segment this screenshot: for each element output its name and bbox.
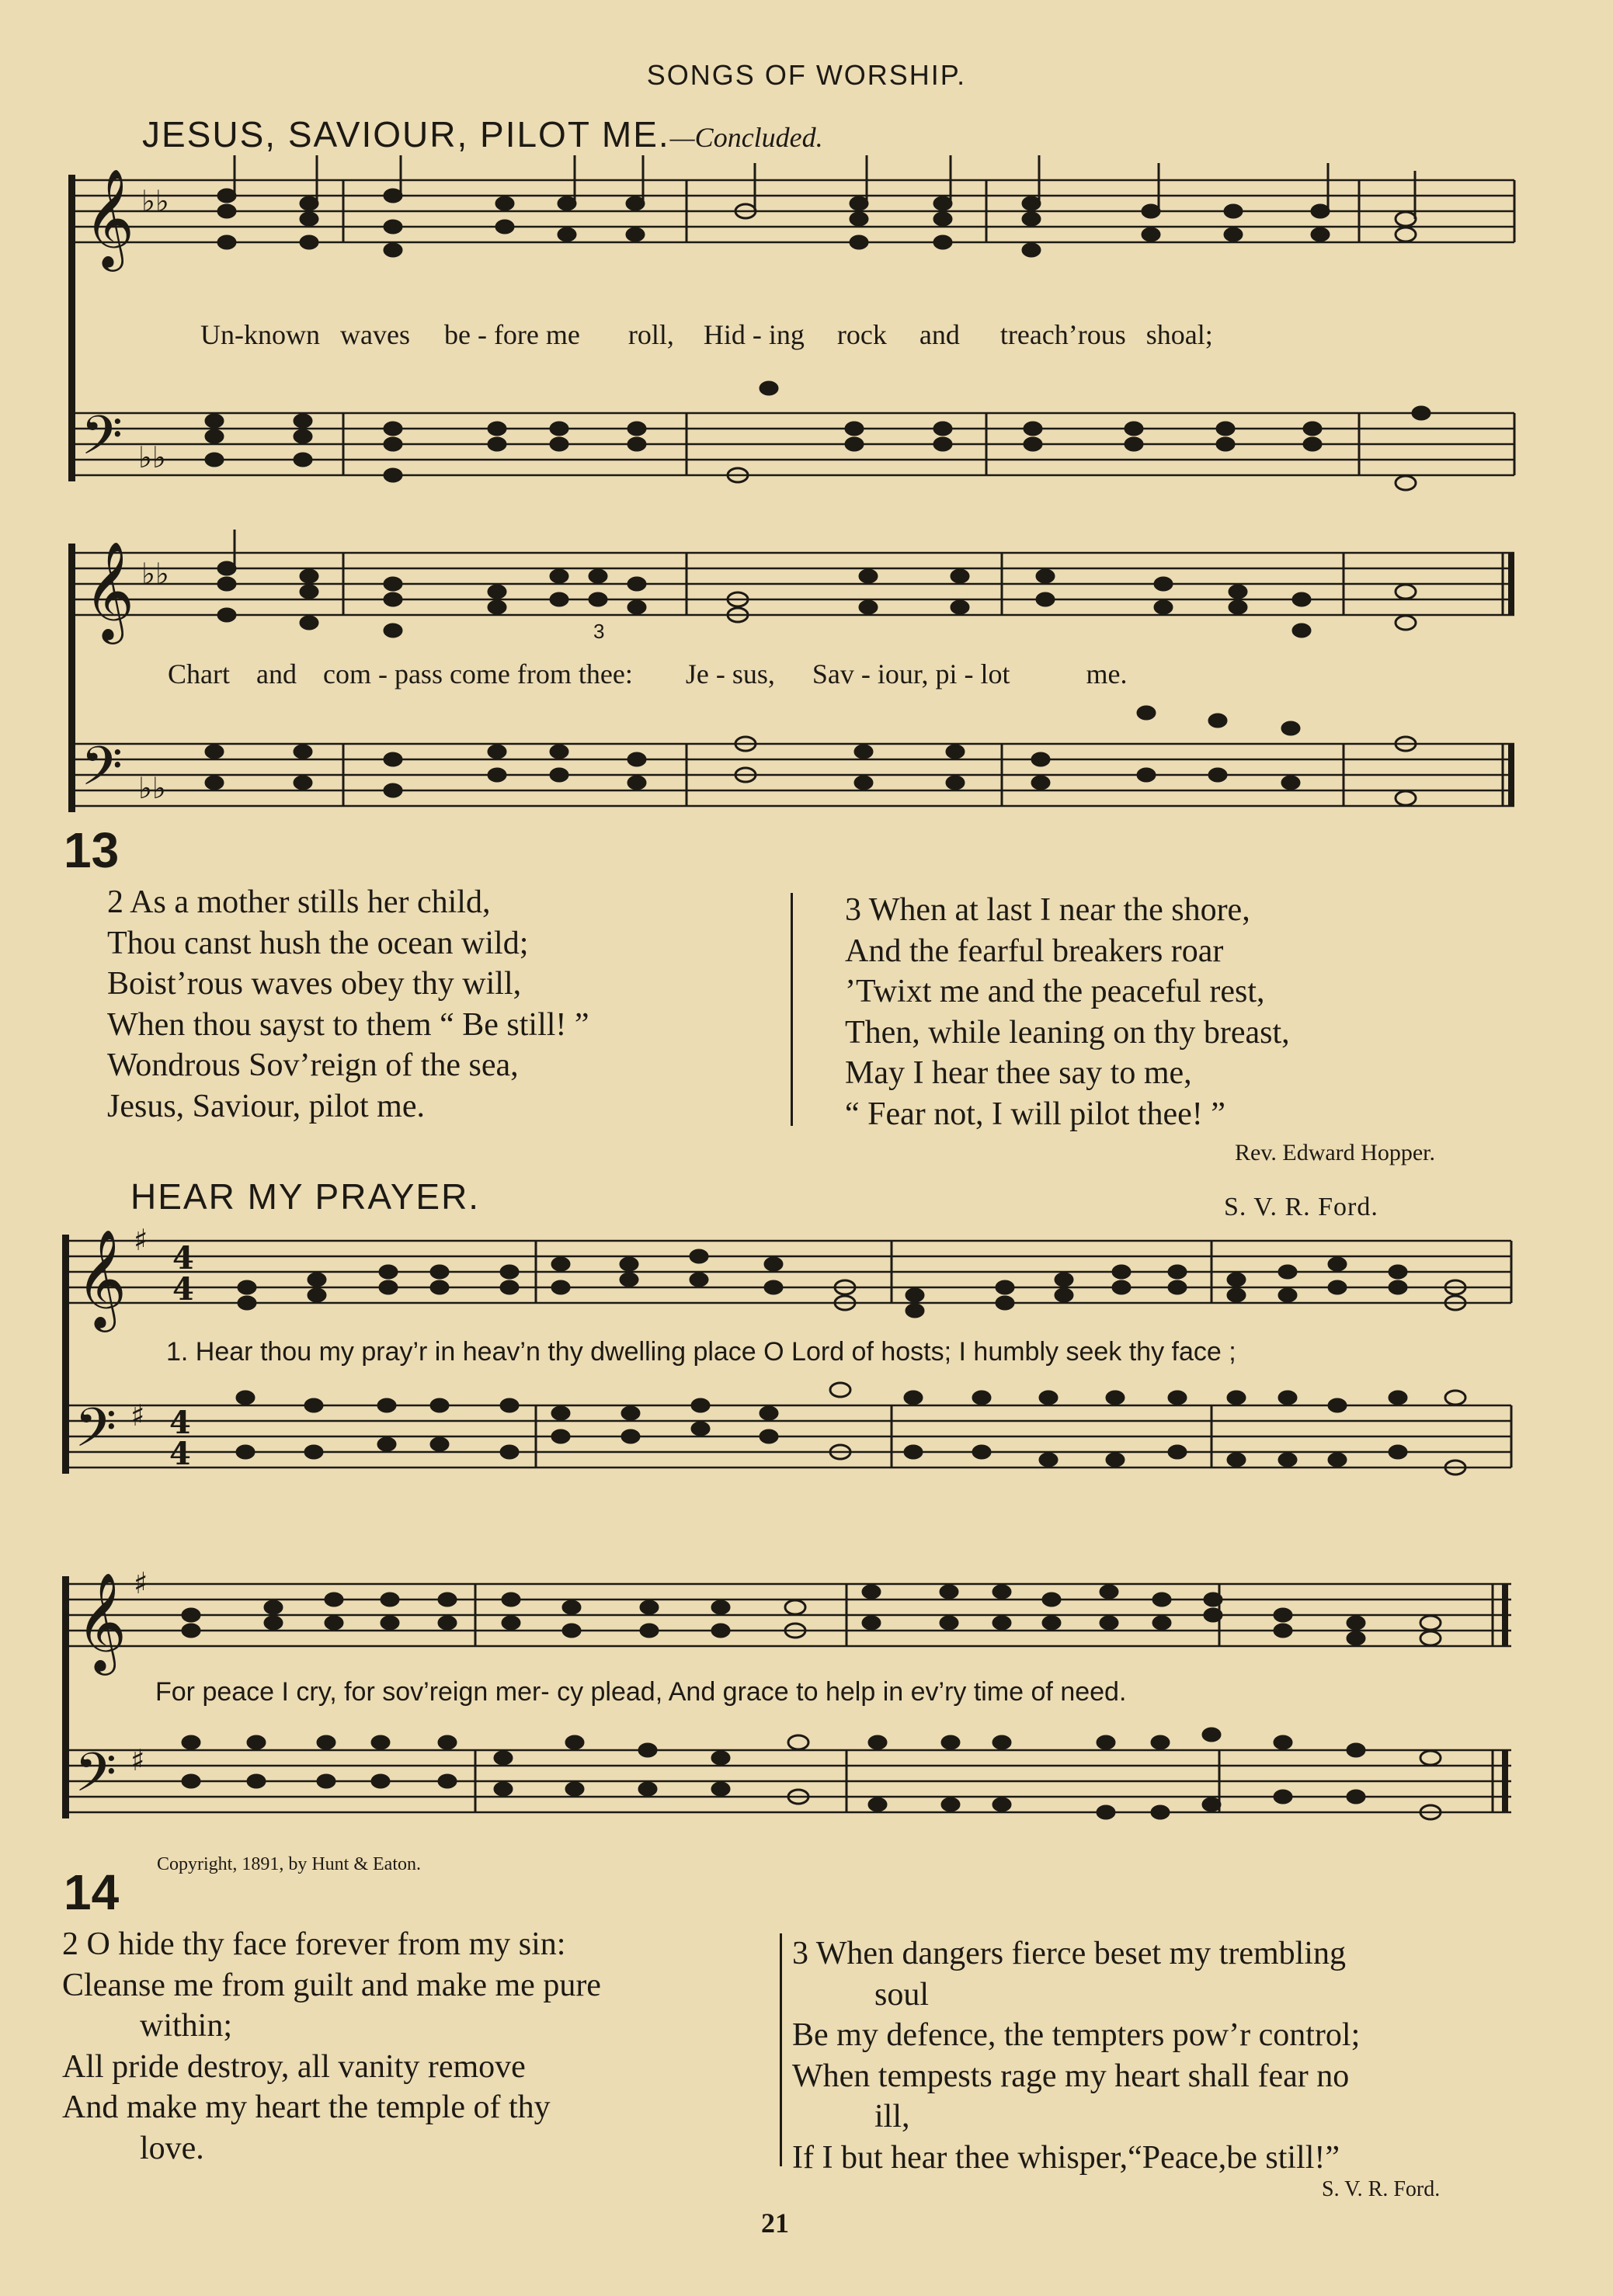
system-3-treble-key-sharp: ♯ bbox=[134, 1223, 148, 1257]
lyric-syllable: roll, bbox=[627, 319, 674, 350]
hymn-14-lyric-line-1: 1. Hear thou my pray’r in heav’n thy dwelling place O Lord of hosts; I humbly seek thy face ; bbox=[166, 1337, 1236, 1367]
verse-line: 3 When dangers fierce beset my trembling bbox=[792, 1936, 1346, 1971]
lyric-syllable: me bbox=[545, 319, 580, 350]
hymn-13-number: 13 bbox=[64, 822, 120, 878]
system-3-treble-time-signature-lower: 4 bbox=[172, 1271, 194, 1308]
lyric-hyphen: - bbox=[377, 658, 388, 689]
lyric-syllable: thee: bbox=[578, 658, 633, 689]
lyric-syllable: from bbox=[516, 658, 572, 689]
lyric-syllable: Un-known bbox=[200, 319, 320, 350]
lyric-syllable: be bbox=[443, 319, 471, 350]
verse-line: Cleanse me from guilt and make me pure bbox=[62, 1967, 601, 2003]
system-2-treble-key-flats: ♭♭ bbox=[141, 557, 169, 591]
hymn-14-lyric-line-2: For peace I cry, for sov’reign mer- cy plead, And grace to help in ev’ry time of need. bbox=[155, 1677, 1127, 1707]
verse-line: 2 O hide thy face forever from my sin: bbox=[62, 1926, 566, 1962]
system-4-brace bbox=[62, 1576, 69, 1818]
hymn-14-number: 14 bbox=[64, 1864, 120, 1920]
system-1-treble-clef: 𝄞 bbox=[84, 168, 135, 267]
system-4-treble-key-sharp: ♯ bbox=[134, 1566, 148, 1600]
verse-line: When tempests rage my heart shall fear no bbox=[792, 2058, 1350, 2094]
system-4-bass-key-sharp: ♯ bbox=[130, 1743, 145, 1777]
verse-line: 2 As a mother stills her child, bbox=[107, 884, 491, 920]
lyric-hyphen: - bbox=[715, 658, 725, 689]
system-4-bass-clef: 𝄢 bbox=[75, 1741, 117, 1817]
verse-line: May I hear thee say to me, bbox=[845, 1055, 1192, 1091]
triplet-mark: 3 bbox=[593, 620, 605, 643]
verse-line: ’Twixt me and the peaceful rest, bbox=[845, 974, 1265, 1009]
verse-line: ill, bbox=[874, 2099, 910, 2134]
lyric-syllable: come bbox=[449, 658, 510, 689]
verse-line: Then, while leaning on thy breast, bbox=[845, 1014, 1290, 1051]
lyric-syllable: iour, bbox=[877, 658, 929, 689]
hymn-14-author: S. V. R. Ford. bbox=[1322, 2177, 1441, 2201]
lyric-hyphen: - bbox=[964, 658, 974, 689]
lyric-syllable: Hid bbox=[703, 319, 746, 350]
lyric-syllable: rock bbox=[836, 319, 887, 350]
system-1-bass-clef: 𝄢 bbox=[81, 404, 123, 480]
hymn-13-title-text: JESUS, SAVIOUR, PILOT ME. bbox=[142, 114, 670, 155]
page-number: 21 bbox=[761, 2207, 789, 2239]
hymn-13-author: Rev. Edward Hopper. bbox=[1235, 1140, 1435, 1165]
system-2-bass-clef: 𝄢 bbox=[81, 735, 123, 811]
verse-line: love. bbox=[140, 2130, 204, 2166]
verse-line: Boist’rous waves obey thy will, bbox=[107, 966, 522, 1002]
hymn-14-copyright: Copyright, 1891, by Hunt & Eaton. bbox=[157, 1854, 421, 1874]
lyric-syllable: pass bbox=[394, 658, 443, 689]
lyric-syllable: me. bbox=[1086, 658, 1128, 689]
system-2-treble-clef: 𝄞 bbox=[84, 540, 135, 640]
lyric-hyphen: - bbox=[860, 658, 871, 689]
lyric-syllable: com bbox=[322, 658, 371, 689]
verse-line: “ Fear not, I will pilot thee! ” bbox=[845, 1096, 1225, 1132]
system-4-bass-staff bbox=[65, 1750, 1511, 1812]
column-divider bbox=[780, 1933, 782, 2166]
verse-line: Be my defence, the tempters pow’r control; bbox=[792, 2017, 1361, 2053]
verse-line: And make my heart the temple of thy bbox=[62, 2089, 551, 2125]
system-2-bass-key-flats: ♭♭ bbox=[138, 771, 166, 805]
system-3-bass-time-signature: 4 bbox=[169, 1405, 191, 1441]
lyric-syllable: treach’rous bbox=[999, 319, 1126, 350]
lyric-syllable: pi bbox=[935, 658, 958, 689]
lyric-hyphen: - bbox=[752, 319, 762, 350]
verse-line: If I but hear thee whisper,“Peace,be still!” bbox=[792, 2139, 1340, 2176]
system-3-bass-clef: 𝄢 bbox=[75, 1396, 117, 1472]
system-3-treble-time-signature: 4 bbox=[172, 1240, 194, 1277]
verse-line: Wondrous Sov’reign of the sea, bbox=[107, 1047, 519, 1083]
lyric-syllable: lot bbox=[980, 658, 1010, 689]
hymn-14-composer: S. V. R. Ford. bbox=[1224, 1193, 1378, 1221]
hymn-14-verse-2 bbox=[62, 1924, 601, 2169]
lyric-syllable: Je bbox=[685, 658, 709, 689]
lyric-hyphen: - bbox=[477, 319, 487, 350]
system-1-bass-key-flats: ♭♭ bbox=[138, 440, 166, 474]
verse-line: When thou sayst to them “ Be still! ” bbox=[107, 1006, 589, 1043]
lyric-syllable: Chart bbox=[168, 658, 230, 689]
running-head: SONGS OF WORSHIP. bbox=[646, 59, 967, 91]
lyric-syllable: waves bbox=[339, 319, 410, 350]
lyric-syllable: and bbox=[256, 658, 297, 689]
verse-line: within; bbox=[140, 2008, 233, 2044]
lyric-syllable: fore bbox=[493, 319, 539, 350]
system-3-treble-clef: 𝄞 bbox=[76, 1228, 127, 1328]
lyric-syllable: ing bbox=[768, 319, 805, 350]
system-3-bass-time-signature-lower: 4 bbox=[169, 1436, 191, 1472]
lyric-syllable: sus, bbox=[732, 658, 775, 689]
hymn-14-title: HEAR MY PRAYER. bbox=[130, 1176, 481, 1217]
system-3-bass-key-sharp: ♯ bbox=[130, 1398, 145, 1433]
system-4-treble-clef: 𝄞 bbox=[76, 1572, 127, 1671]
verse-line: All pride destroy, all vanity remove bbox=[62, 2048, 526, 2085]
lyric-syllable: and bbox=[919, 319, 960, 350]
verse-line: 3 When at last I near the shore, bbox=[845, 892, 1250, 928]
hymn-13-title-suffix: —Concluded. bbox=[669, 122, 823, 153]
verse-line: And the fearful breakers roar bbox=[845, 933, 1224, 969]
hymn-14-verse-3 bbox=[792, 1933, 1360, 2178]
lyric-syllable: shoal; bbox=[1145, 319, 1213, 350]
verse-line: soul bbox=[874, 1976, 930, 2013]
system-4-final-barline-bass bbox=[1502, 1750, 1508, 1812]
system-1-treble-key-flats: ♭♭ bbox=[141, 184, 169, 218]
system-4-bass-notes bbox=[183, 1728, 1441, 1819]
verse-line: Jesus, Saviour, pilot me. bbox=[107, 1088, 425, 1124]
lyric-syllable: Sav bbox=[812, 658, 854, 689]
system-4-final-barline bbox=[1502, 1584, 1508, 1646]
verse-line: Thou canst hush the ocean wild; bbox=[107, 925, 529, 961]
